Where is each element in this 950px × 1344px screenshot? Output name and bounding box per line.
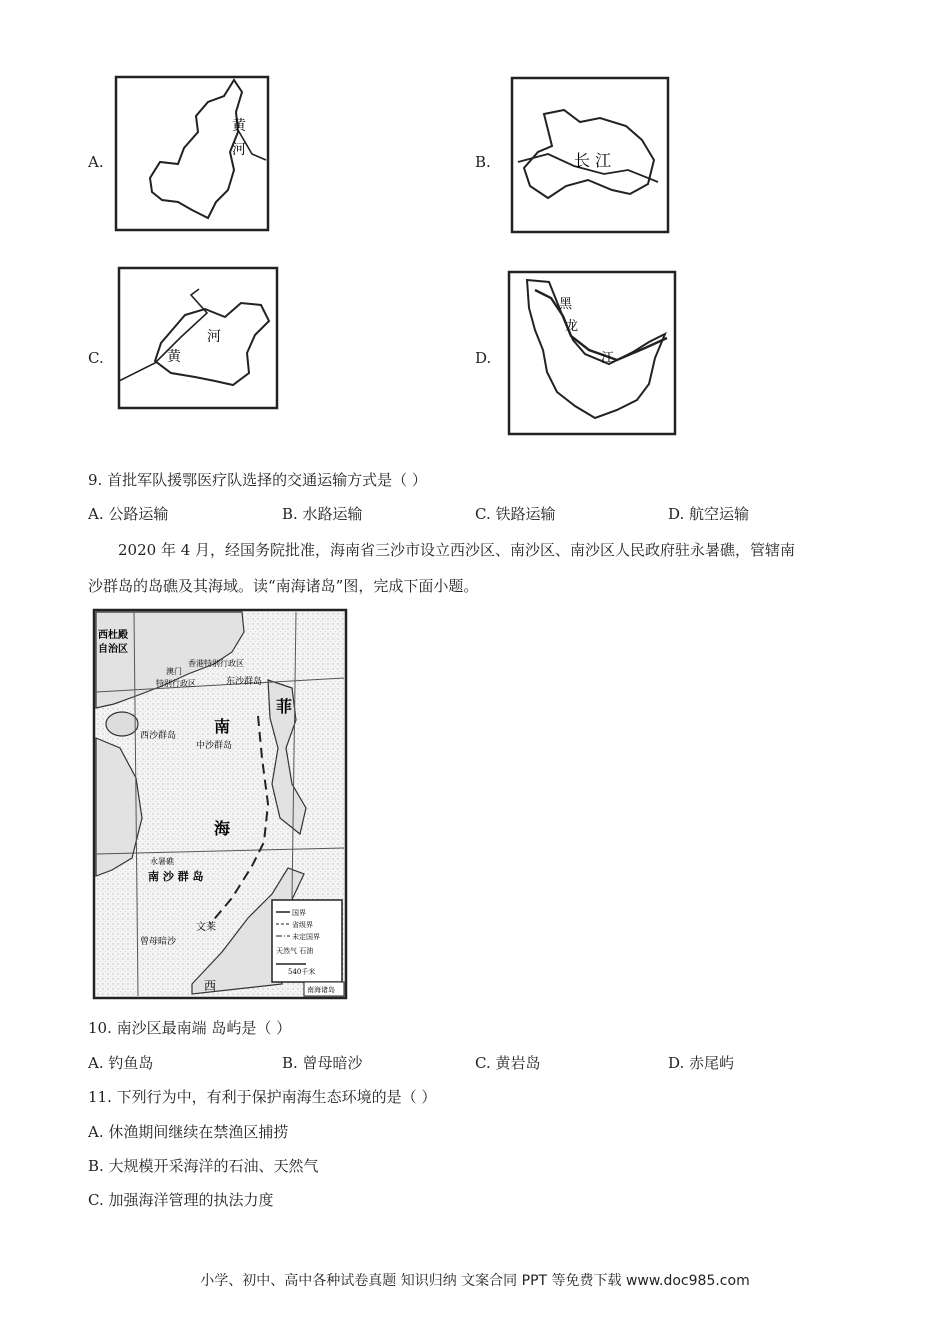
legend-national: 国界 [292, 909, 306, 917]
map-label-zengmu: 曾母暗沙 [140, 937, 177, 947]
map-label-macau-1: 澳门 [166, 667, 182, 676]
q10-option-a: A. 钓鱼岛 [88, 1054, 154, 1072]
map-label-macau-2: 特别行政区 [156, 679, 196, 688]
q10-option-d: D. 赤尾屿 [668, 1054, 735, 1072]
question-11-stem: 11. 下列行为中，有利于保护南海生态环境的是（ ） [88, 1088, 437, 1106]
map-label-xisha: 西沙群岛 [140, 731, 177, 741]
option-d-label: D. [475, 349, 492, 367]
legend-scale: 540千米 [288, 968, 316, 976]
passage-line-1: 2020 年 4 月，经国务院批准，海南省三沙市设立西沙区、南沙区、南沙区人民政府驻永暑礁，管辖南 [118, 541, 796, 559]
q9-option-c: C. 铁路运输 [475, 505, 556, 523]
map-d-char-1: 黑 [559, 297, 573, 312]
map-label-top-left-2: 自治区 [98, 644, 128, 655]
map-option-d [505, 268, 679, 438]
legend-undetermined: 未定国界 [292, 933, 320, 941]
map-label-south: 南 [214, 717, 231, 736]
option-b-label: B. [475, 153, 491, 171]
q11-option-c: C. 加强海洋管理的执法力度 [88, 1191, 274, 1209]
passage-line-2: 沙群岛的岛礁及其海域。读“南海诸岛”图，完成下面小题。 [88, 577, 479, 595]
map-d-char-3: 江 [601, 351, 615, 366]
legend-gas-oil: 天然气 石油 [276, 947, 314, 955]
map-d-char-2: 龙 [565, 319, 579, 334]
legend-province: 省级界 [292, 921, 313, 929]
page-footer: 小学、初中、高中各种试卷真题 知识归纳 文案合同 PPT 等免费下载 www.doc985.com [200, 1273, 750, 1289]
q9-option-a: A. 公路运输 [88, 505, 169, 523]
map-c-char-1: 河 [207, 329, 221, 345]
map-b-river: 长 江 [574, 151, 612, 170]
q10-option-b: B. 曾母暗沙 [282, 1054, 363, 1072]
map-option-b [508, 74, 672, 236]
south-sea-islands-map [92, 608, 348, 1000]
q9-option-b: B. 水路运输 [282, 505, 363, 523]
q10-option-c: C. 黄岩岛 [475, 1054, 541, 1072]
map-c-char-2: 黄 [167, 349, 181, 365]
map-label-dongsha: 东沙群岛 [226, 677, 263, 687]
map-a-char-1: 黄 [232, 118, 246, 134]
map-label-xi: 西 [204, 979, 217, 993]
map-option-a [112, 74, 272, 234]
map-label-yongshu: 永暑礁 [150, 857, 174, 866]
question-10-stem: 10. 南沙区最南端 岛屿是（ ） [88, 1019, 292, 1037]
map-label-nansha: 南 沙 群 岛 [148, 870, 204, 883]
map-label-wenlai: 文莱 [196, 922, 216, 933]
map-label-zhongsha: 中沙群岛 [196, 741, 233, 751]
map-label-top-left: 西杜殿 [98, 630, 128, 641]
option-a-label: A. [88, 153, 104, 171]
map-a-char-2: 河 [232, 142, 246, 158]
map-label-phil: 菲 [276, 697, 293, 716]
map-label-hk: 香港特别行政区 [188, 659, 244, 668]
q11-option-b: B. 大规模开采海洋的石油、天然气 [88, 1157, 319, 1175]
map-corner-title: 南海诸岛 [307, 986, 335, 994]
map-label-sea: 海 [214, 819, 231, 838]
q9-option-d: D. 航空运输 [668, 505, 750, 523]
question-9-stem: 9. 首批军队援鄂医疗队选择的交通运输方式是（ ） [88, 471, 427, 489]
map-option-c [115, 265, 281, 413]
q11-option-a: A. 休渔期间继续在禁渔区捕捞 [88, 1123, 289, 1141]
option-c-label: C. [88, 349, 104, 367]
